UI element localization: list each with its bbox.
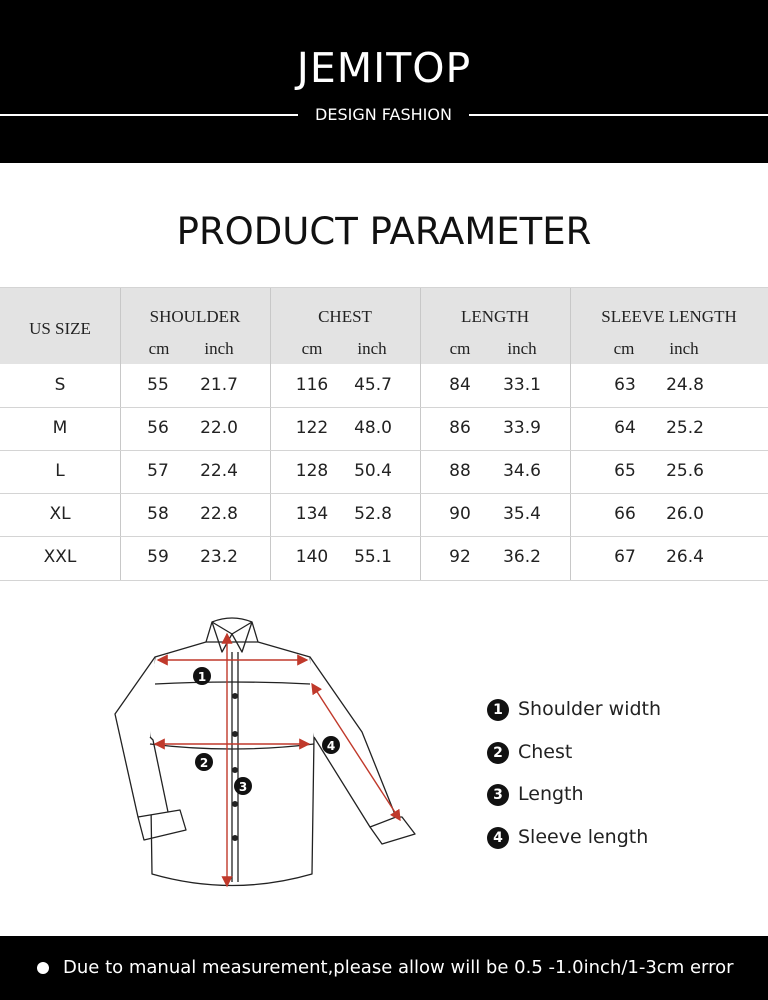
table-cell: 134 xyxy=(295,504,329,524)
brand-header xyxy=(0,0,768,163)
table-cell: 67 xyxy=(614,547,636,567)
table-cell: 58 xyxy=(147,504,169,524)
marker-1 xyxy=(193,667,211,685)
svg-text:3: 3 xyxy=(238,780,248,794)
unit-header: inch xyxy=(204,339,234,358)
footer-note-bar xyxy=(0,936,768,1000)
table-cell: 35.4 xyxy=(503,504,541,524)
legend-item-sleeve-length xyxy=(487,825,747,851)
table-cell: 64 xyxy=(614,418,636,438)
size-chart-table xyxy=(0,287,768,581)
table-cell: 56 xyxy=(147,418,169,438)
table-cell: 52.8 xyxy=(354,504,392,524)
svg-text:1: 1 xyxy=(197,670,207,684)
row-divider xyxy=(0,493,768,494)
table-cell: 90 xyxy=(449,504,471,524)
divider-right xyxy=(469,114,768,116)
table-cell: 25.2 xyxy=(666,418,704,438)
marker-2 xyxy=(195,753,213,771)
row-divider xyxy=(0,536,768,537)
unit-header: cm xyxy=(148,339,170,358)
table-cell: 33.1 xyxy=(503,375,541,395)
row-divider xyxy=(0,407,768,408)
table-cell: 50.4 xyxy=(354,461,392,481)
table-cell: 88 xyxy=(449,461,471,481)
table-cell: 21.7 xyxy=(200,375,238,395)
legend-item-length xyxy=(487,782,747,808)
table-cell: 84 xyxy=(449,375,471,395)
tagline-row xyxy=(0,103,768,127)
table-cell: 22.8 xyxy=(200,504,238,524)
unit-header: cm xyxy=(613,339,635,358)
marker-4 xyxy=(322,736,340,754)
table-cell: 59 xyxy=(147,547,169,567)
number-2-icon: 2 xyxy=(487,742,509,764)
table-cell: 65 xyxy=(614,461,636,481)
column-header-length: LENGTH xyxy=(461,307,529,326)
table-cell: 92 xyxy=(449,547,471,567)
legend-label: Chest xyxy=(518,741,573,763)
legend-label: Sleeve length xyxy=(518,826,649,848)
table-cell: 55.1 xyxy=(354,547,392,567)
table-cell: 63 xyxy=(614,375,636,395)
bullet-icon xyxy=(37,962,49,974)
table-cell: 140 xyxy=(295,547,329,567)
measurement-disclaimer: Due to manual measurement,please allow will be 0.5 -1.0inch/1-3cm error xyxy=(63,957,734,978)
shirt-measurement-icon xyxy=(100,612,430,902)
column-header-size: US SIZE xyxy=(29,319,91,338)
table-cell: 57 xyxy=(147,461,169,481)
legend-label: Length xyxy=(518,783,584,805)
unit-header: inch xyxy=(507,339,537,358)
table-cell: 48.0 xyxy=(354,418,392,438)
column-header-chest: CHEST xyxy=(318,307,372,326)
table-cell: 45.7 xyxy=(354,375,392,395)
table-cell: 55 xyxy=(147,375,169,395)
size-cell: XXL xyxy=(43,547,77,567)
column-header-shoulder: SHOULDER xyxy=(149,307,241,326)
shirt-diagram xyxy=(100,612,430,902)
table-cell: 122 xyxy=(295,418,329,438)
legend-label: Shoulder width xyxy=(518,698,662,720)
svg-text:2: 2 xyxy=(199,756,209,770)
table-cell: 128 xyxy=(295,461,329,481)
legend-item-chest xyxy=(487,740,747,766)
tagline: DESIGN FASHION xyxy=(315,105,452,124)
row-divider xyxy=(0,580,768,581)
table-cell: 66 xyxy=(614,504,636,524)
table-cell: 86 xyxy=(449,418,471,438)
table-cell: 23.2 xyxy=(200,547,238,567)
unit-header: cm xyxy=(449,339,471,358)
size-cell: M xyxy=(52,418,68,438)
row-divider xyxy=(0,450,768,451)
size-cell: S xyxy=(54,375,66,395)
unit-header: inch xyxy=(357,339,387,358)
table-cell: 34.6 xyxy=(503,461,541,481)
svg-text:4: 4 xyxy=(326,739,336,753)
divider-left xyxy=(0,114,298,116)
column-header-sleeve-length: SLEEVE LENGTH xyxy=(601,307,737,326)
unit-header: inch xyxy=(669,339,699,358)
table-cell: 33.9 xyxy=(503,418,541,438)
table-cell: 26.0 xyxy=(666,504,704,524)
table-cell: 22.0 xyxy=(200,418,238,438)
table-cell: 24.8 xyxy=(666,375,704,395)
number-3-icon: 3 xyxy=(487,784,509,806)
size-cell: XL xyxy=(49,504,71,524)
number-4-icon: 4 xyxy=(487,827,509,849)
table-cell: 25.6 xyxy=(666,461,704,481)
page-title: PRODUCT PARAMETER xyxy=(176,210,592,253)
brand-logo-text: JEMITOP xyxy=(296,44,472,92)
table-cell: 116 xyxy=(295,375,329,395)
table-cell: 36.2 xyxy=(503,547,541,567)
marker-3 xyxy=(234,777,252,795)
size-cell: L xyxy=(55,461,65,481)
row-divider xyxy=(0,287,768,288)
legend-item-shoulder xyxy=(487,697,747,723)
number-1-icon: 1 xyxy=(487,699,509,721)
unit-header: cm xyxy=(301,339,323,358)
table-cell: 22.4 xyxy=(200,461,238,481)
table-cell: 26.4 xyxy=(666,547,704,567)
